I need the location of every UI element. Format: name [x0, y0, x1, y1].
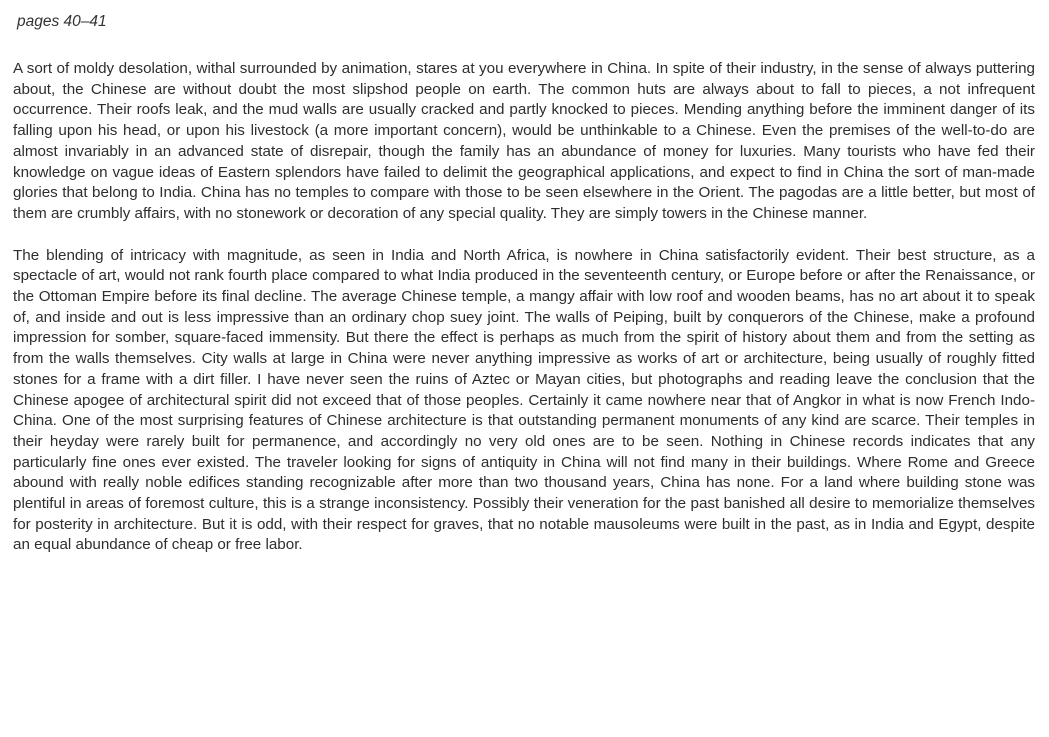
paragraph-1: A sort of moldy desolation, withal surrounded by animation, stares at you everywhere in China. In spite of their industry, in the sense of always puttering about, the Chinese are without doubt the most slipshod people on earth. The common huts are always about to fall to pieces, a not infrequent occurrence. Their roofs leak, and the mud walls are usually cracked and partly knocked to pieces. Mending anything before the imminent danger of its falling upon his head, or upon his livestock (a more important concern), would be unthinkable to a Chinese. Even the premises of the well-to-do are almost invariably in an advanced state of disrepair, though the family has an abundance of money for luxuries. Many tourists who have fed their knowledge on vague ideas of Eastern splendors have failed to delimit the geographical applications, and expect to find in China the sort of man-made glories that belong to India. China has no temples to compare with those to be seen elsewhere in the Orient. The pagodas are a little better, but most of them are crumbly affairs, with no stonework or decoration of any special quality. They are simply towers in the Chinese manner.: [13, 60, 1035, 222]
document-body: [13, 59, 1035, 556]
page-range-label: pages 40–41: [17, 13, 107, 30]
paragraph-2: The blending of intricacy with magnitude, as seen in India and North Africa, is nowhere in China satisfactorily evident. Their best structure, as a spectacle of art, would not rank fourth place compared to what India produced in the seventeenth century, or Europe before or after the Renaissance, or the Ottoman Empire before its final decline. The average Chinese temple, a mangy affair with low roof and wooden beams, has no art about it to speak of, and inside and out is less impressive than an ordinary chop suey joint. The walls of Peiping, built by conquerors of the Chinese, make a profound impression for somber, square-faced immensity. But there the effect is perhaps as much from the spirit of history about them and from the setting as from the walls themselves. City walls at large in China were never anything impressive as works of art or architecture, being usually of roughly fitted stones for a frame with a dirt filler. I have never seen the ruins of Aztec or Mayan cities, but photographs and reading leave the conclusion that the Chinese apogee of architectural spirit did not exceed that of those peoples. Certainly it came nowhere near that of Angkor in what is now French Indo-China. One of the most surprising features of Chinese architecture is that outstanding permanent monuments of any kind are scarce. Their temples in their heyday were rarely built for permanence, and accordingly no very old ones are to be seen. Nothing in Chinese records indicates that any particularly fine ones ever existed. The traveler looking for signs of antiquity in China will not find many in their buildings. Where Rome and Greece abound with really noble edifices standing recognizable after more than two thousand years, China has none. For a land where building stone was plentiful in areas of foremost culture, this is a strange inconsistency. Possibly their veneration for the past banished all desire to memorialize themselves for posterity in architecture. But it is odd, with their respect for graves, that no notable mausoleums were built in the past, as in India and Egypt, despite an equal abundance of cheap or free labor.: [13, 246, 1035, 554]
